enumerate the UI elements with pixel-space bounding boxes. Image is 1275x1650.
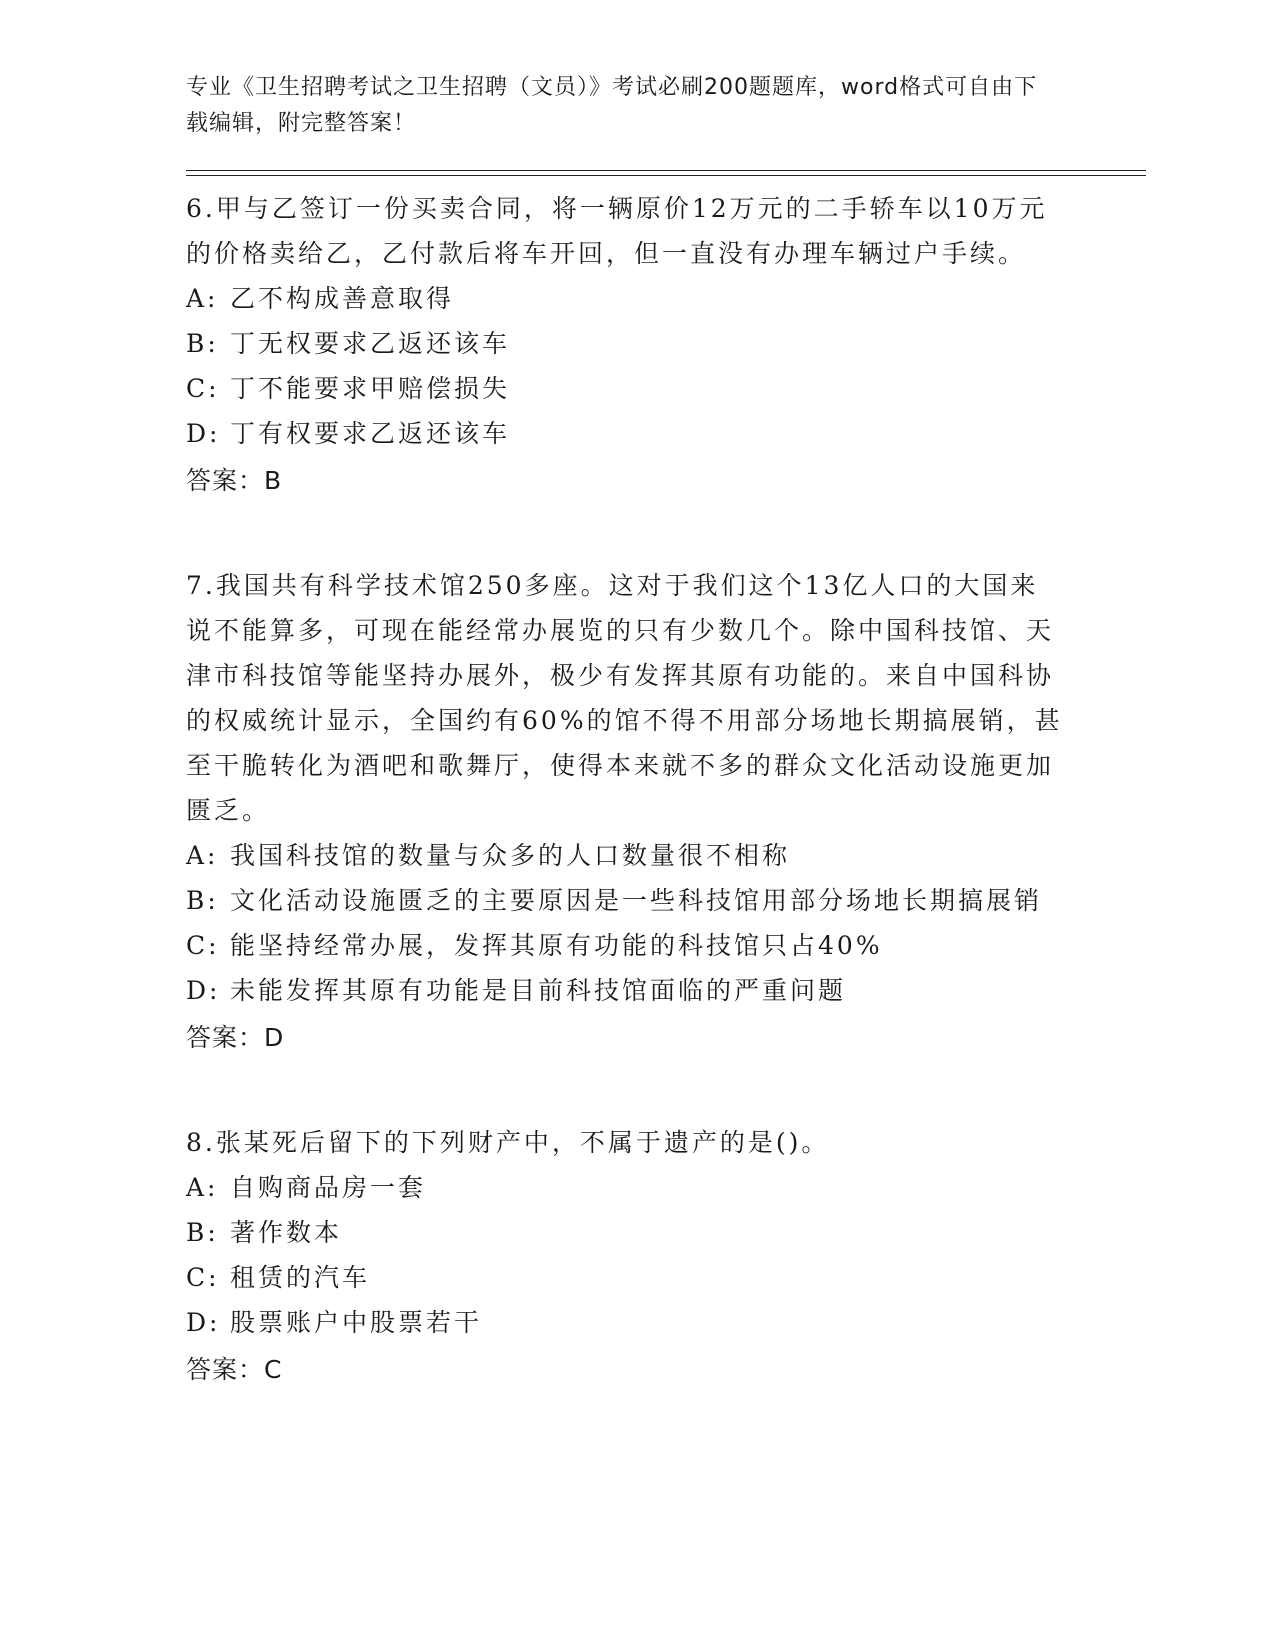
option-letter: B:	[186, 1218, 219, 1247]
option-letter: A:	[186, 1173, 219, 1202]
option-letter: C:	[186, 374, 220, 403]
question-stem: 6.甲与乙签订一份买卖合同，将一辆原价12万元的二手轿车以10万元的价格卖给乙，乙付款后将车开回，但一直没有办理车辆过户手续。	[186, 194, 1048, 268]
option-text: 股票账户中股票若干	[230, 1308, 483, 1337]
question-stem: 8.张某死后留下的下列财产中，不属于遗产的是()。	[186, 1128, 830, 1157]
option-c	[186, 1255, 1146, 1300]
question-7	[186, 563, 1146, 1060]
option-d	[186, 411, 1146, 456]
option-text: 著作数本	[230, 1218, 343, 1247]
divider-line-bottom	[186, 175, 1146, 176]
document-page	[186, 70, 1146, 1392]
option-letter: D:	[186, 419, 221, 448]
option-c	[186, 366, 1146, 411]
option-text: 自购商品房一套	[230, 1173, 427, 1202]
option-a	[186, 276, 1146, 321]
option-b	[186, 1210, 1146, 1255]
option-b	[186, 321, 1146, 366]
option-c	[186, 923, 1146, 968]
question-8	[186, 1120, 1146, 1392]
option-letter: A:	[186, 284, 219, 313]
option-text: 丁有权要求乙返还该车	[230, 419, 511, 448]
option-text: 未能发挥其原有功能是目前科技馆面临的严重问题	[230, 976, 847, 1005]
option-text: 租赁的汽车	[230, 1263, 371, 1292]
option-a	[186, 833, 1146, 878]
option-text: 文化活动设施匮乏的主要原因是一些科技馆用部分场地长期搞展销	[230, 886, 1043, 915]
option-text: 丁无权要求乙返还该车	[230, 329, 511, 358]
option-letter: A:	[186, 841, 219, 870]
option-b	[186, 878, 1146, 923]
option-letter: B:	[186, 886, 219, 915]
option-letter: C:	[186, 931, 220, 960]
answer-line: 答案：B	[186, 466, 283, 495]
answer-line: 答案：C	[186, 1355, 283, 1384]
option-text: 乙不构成善意取得	[230, 284, 455, 313]
header-divider	[186, 170, 1146, 176]
document-header: 专业《卫生招聘考试之卫生招聘（文员）》考试必刷200题题库，word格式可自由下载编辑，附完整答案！	[186, 75, 1038, 136]
question-stem: 7.我国共有科学技术馆250多座。这对于我们这个13亿人口的大国来说不能算多，可现在能经常办展览的只有少数几个。除中国科技馆、天津市科技馆等能坚持办展外，极少有发挥其原有功能的。来自中国科协的权威统计显示，全国约有60%的馆不得不用部分场地长期搞展销，甚至干脆转化为酒吧和歌舞厅，使得本来就不多的群众文化活动设施更加匮乏。	[186, 571, 1063, 825]
option-letter: D:	[186, 976, 221, 1005]
option-text: 丁不能要求甲赔偿损失	[230, 374, 511, 403]
option-text: 能坚持经常办展，发挥其原有功能的科技馆只占40%	[230, 931, 883, 960]
option-a	[186, 1165, 1146, 1210]
option-d	[186, 1300, 1146, 1345]
option-letter: D:	[186, 1308, 221, 1337]
option-text: 我国科技馆的数量与众多的人口数量很不相称	[230, 841, 791, 870]
answer-line: 答案：D	[186, 1023, 285, 1052]
option-letter: C:	[186, 1263, 220, 1292]
divider-line-top	[186, 170, 1146, 171]
question-6	[186, 186, 1146, 503]
option-d	[186, 968, 1146, 1013]
option-letter: B:	[186, 329, 219, 358]
